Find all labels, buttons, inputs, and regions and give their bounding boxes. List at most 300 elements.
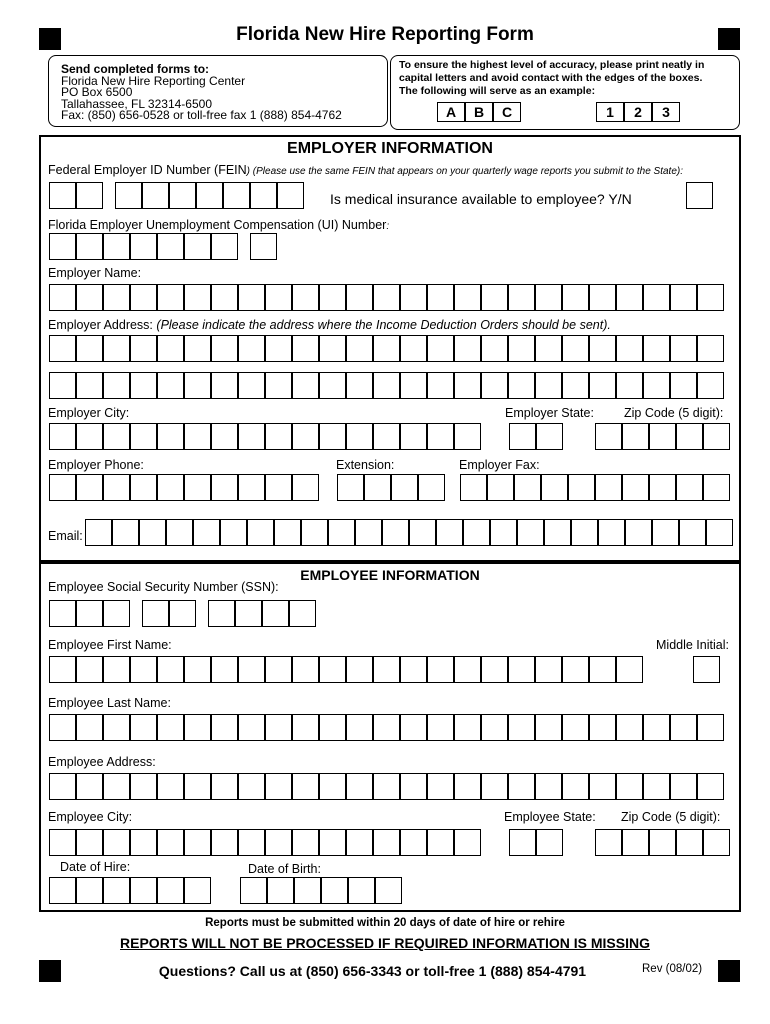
char-box[interactable] <box>652 519 679 546</box>
char-box[interactable] <box>76 656 103 683</box>
char-box[interactable] <box>355 519 382 546</box>
char-box[interactable] <box>535 656 562 683</box>
char-box[interactable] <box>142 182 169 209</box>
employee-city-boxes[interactable] <box>49 829 481 856</box>
char-box[interactable] <box>103 474 130 501</box>
char-box[interactable] <box>211 829 238 856</box>
char-box[interactable] <box>277 182 304 209</box>
char-box[interactable] <box>319 423 346 450</box>
char-box[interactable] <box>139 519 166 546</box>
char-box[interactable] <box>454 335 481 362</box>
char-box[interactable] <box>211 773 238 800</box>
char-box[interactable] <box>562 335 589 362</box>
char-box[interactable] <box>319 284 346 311</box>
char-box[interactable] <box>238 714 265 741</box>
char-box[interactable] <box>460 474 487 501</box>
char-box[interactable] <box>103 877 130 904</box>
char-box[interactable] <box>514 474 541 501</box>
char-box[interactable] <box>292 284 319 311</box>
char-box[interactable] <box>703 474 730 501</box>
char-box[interactable] <box>112 519 139 546</box>
char-box[interactable] <box>319 372 346 399</box>
char-box[interactable] <box>508 656 535 683</box>
last-name-boxes[interactable] <box>49 714 724 741</box>
char-box[interactable] <box>346 656 373 683</box>
char-box[interactable] <box>508 714 535 741</box>
char-box[interactable] <box>292 773 319 800</box>
char-box[interactable] <box>679 519 706 546</box>
char-box[interactable] <box>211 474 238 501</box>
employer-zip-boxes[interactable] <box>595 423 730 450</box>
char-box[interactable] <box>157 372 184 399</box>
char-box[interactable] <box>562 284 589 311</box>
char-box[interactable] <box>676 829 703 856</box>
char-box[interactable] <box>184 233 211 260</box>
char-box[interactable] <box>643 284 670 311</box>
char-box[interactable] <box>535 714 562 741</box>
char-box[interactable] <box>481 773 508 800</box>
char-box[interactable] <box>427 829 454 856</box>
char-box[interactable] <box>616 284 643 311</box>
char-box[interactable] <box>265 423 292 450</box>
char-box[interactable] <box>130 773 157 800</box>
char-box[interactable] <box>535 372 562 399</box>
employer-phone-boxes[interactable] <box>49 474 319 501</box>
char-box[interactable] <box>454 423 481 450</box>
char-box[interactable] <box>211 233 238 260</box>
char-box[interactable] <box>265 829 292 856</box>
char-box[interactable] <box>508 773 535 800</box>
char-box[interactable] <box>346 372 373 399</box>
char-box[interactable] <box>250 233 277 260</box>
char-box[interactable] <box>184 656 211 683</box>
char-box[interactable] <box>643 714 670 741</box>
char-box[interactable] <box>76 233 103 260</box>
char-box[interactable] <box>541 474 568 501</box>
char-box[interactable] <box>562 773 589 800</box>
char-box[interactable] <box>267 877 294 904</box>
char-box[interactable] <box>535 284 562 311</box>
char-box[interactable] <box>622 829 649 856</box>
employee-zip-boxes[interactable] <box>595 829 730 856</box>
char-box[interactable] <box>616 372 643 399</box>
char-box[interactable] <box>536 423 563 450</box>
char-box[interactable] <box>49 284 76 311</box>
char-box[interactable] <box>103 600 130 627</box>
ui-number-boxes[interactable] <box>49 233 277 260</box>
char-box[interactable] <box>184 423 211 450</box>
char-box[interactable] <box>703 829 730 856</box>
char-box[interactable] <box>616 335 643 362</box>
char-box[interactable] <box>49 182 76 209</box>
char-box[interactable] <box>115 182 142 209</box>
date-of-birth-boxes[interactable] <box>240 877 402 904</box>
char-box[interactable] <box>589 656 616 683</box>
employer-state-boxes[interactable] <box>509 423 563 450</box>
insurance-box[interactable] <box>686 182 713 209</box>
char-box[interactable] <box>247 519 274 546</box>
char-box[interactable] <box>693 656 720 683</box>
char-box[interactable] <box>427 773 454 800</box>
char-box[interactable] <box>76 284 103 311</box>
char-box[interactable] <box>292 372 319 399</box>
char-box[interactable] <box>130 335 157 362</box>
char-box[interactable] <box>49 372 76 399</box>
char-box[interactable] <box>103 714 130 741</box>
char-box[interactable] <box>184 335 211 362</box>
char-box[interactable] <box>589 335 616 362</box>
char-box[interactable] <box>454 284 481 311</box>
char-box[interactable] <box>686 182 713 209</box>
char-box[interactable] <box>157 335 184 362</box>
char-box[interactable] <box>85 519 112 546</box>
char-box[interactable] <box>697 372 724 399</box>
char-box[interactable] <box>589 773 616 800</box>
char-box[interactable] <box>130 829 157 856</box>
char-box[interactable] <box>103 372 130 399</box>
char-box[interactable] <box>289 600 316 627</box>
char-box[interactable] <box>157 877 184 904</box>
char-box[interactable] <box>208 600 235 627</box>
char-box[interactable] <box>589 372 616 399</box>
char-box[interactable] <box>400 335 427 362</box>
char-box[interactable] <box>622 474 649 501</box>
char-box[interactable] <box>157 284 184 311</box>
char-box[interactable] <box>319 829 346 856</box>
char-box[interactable] <box>103 284 130 311</box>
char-box[interactable] <box>346 284 373 311</box>
char-box[interactable] <box>535 773 562 800</box>
char-box[interactable] <box>508 284 535 311</box>
char-box[interactable] <box>103 829 130 856</box>
char-box[interactable] <box>184 829 211 856</box>
extension-boxes[interactable] <box>337 474 445 501</box>
char-box[interactable] <box>463 519 490 546</box>
char-box[interactable] <box>103 233 130 260</box>
char-box[interactable] <box>169 182 196 209</box>
char-box[interactable] <box>130 284 157 311</box>
char-box[interactable] <box>130 877 157 904</box>
char-box[interactable] <box>328 519 355 546</box>
char-box[interactable] <box>706 519 733 546</box>
char-box[interactable] <box>211 284 238 311</box>
char-box[interactable] <box>568 474 595 501</box>
char-box[interactable] <box>400 714 427 741</box>
char-box[interactable] <box>670 773 697 800</box>
char-box[interactable] <box>211 335 238 362</box>
char-box[interactable] <box>454 773 481 800</box>
employer-address-line1-boxes[interactable] <box>49 335 724 362</box>
char-box[interactable] <box>76 600 103 627</box>
char-box[interactable] <box>595 474 622 501</box>
char-box[interactable] <box>130 372 157 399</box>
char-box[interactable] <box>481 372 508 399</box>
char-box[interactable] <box>76 372 103 399</box>
char-box[interactable] <box>649 829 676 856</box>
char-box[interactable] <box>265 656 292 683</box>
char-box[interactable] <box>103 423 130 450</box>
char-box[interactable] <box>49 233 76 260</box>
char-box[interactable] <box>697 714 724 741</box>
char-box[interactable] <box>49 773 76 800</box>
char-box[interactable] <box>265 372 292 399</box>
char-box[interactable] <box>49 829 76 856</box>
employee-address-boxes[interactable] <box>49 773 724 800</box>
char-box[interactable] <box>211 423 238 450</box>
char-box[interactable] <box>76 474 103 501</box>
char-box[interactable] <box>166 519 193 546</box>
char-box[interactable] <box>571 519 598 546</box>
char-box[interactable] <box>517 519 544 546</box>
char-box[interactable] <box>373 773 400 800</box>
char-box[interactable] <box>697 335 724 362</box>
char-box[interactable] <box>184 773 211 800</box>
char-box[interactable] <box>265 335 292 362</box>
char-box[interactable] <box>103 773 130 800</box>
char-box[interactable] <box>536 829 563 856</box>
char-box[interactable] <box>238 773 265 800</box>
char-box[interactable] <box>184 877 211 904</box>
char-box[interactable] <box>76 773 103 800</box>
char-box[interactable] <box>238 829 265 856</box>
char-box[interactable] <box>238 335 265 362</box>
char-box[interactable] <box>490 519 517 546</box>
char-box[interactable] <box>157 423 184 450</box>
char-box[interactable] <box>643 372 670 399</box>
char-box[interactable] <box>595 423 622 450</box>
char-box[interactable] <box>454 372 481 399</box>
char-box[interactable] <box>211 656 238 683</box>
char-box[interactable] <box>319 773 346 800</box>
char-box[interactable] <box>508 372 535 399</box>
char-box[interactable] <box>481 284 508 311</box>
char-box[interactable] <box>454 656 481 683</box>
char-box[interactable] <box>346 714 373 741</box>
char-box[interactable] <box>238 284 265 311</box>
char-box[interactable] <box>238 423 265 450</box>
char-box[interactable] <box>418 474 445 501</box>
char-box[interactable] <box>319 656 346 683</box>
char-box[interactable] <box>265 714 292 741</box>
char-box[interactable] <box>76 714 103 741</box>
char-box[interactable] <box>427 335 454 362</box>
char-box[interactable] <box>157 829 184 856</box>
char-box[interactable] <box>373 335 400 362</box>
char-box[interactable] <box>509 423 536 450</box>
char-box[interactable] <box>676 474 703 501</box>
char-box[interactable] <box>130 656 157 683</box>
char-box[interactable] <box>265 284 292 311</box>
char-box[interactable] <box>676 423 703 450</box>
char-box[interactable] <box>49 423 76 450</box>
char-box[interactable] <box>535 335 562 362</box>
char-box[interactable] <box>103 335 130 362</box>
char-box[interactable] <box>157 714 184 741</box>
char-box[interactable] <box>238 474 265 501</box>
employer-fax-boxes[interactable] <box>460 474 730 501</box>
char-box[interactable] <box>184 284 211 311</box>
char-box[interactable] <box>337 474 364 501</box>
middle-initial-box[interactable] <box>693 656 720 683</box>
char-box[interactable] <box>346 423 373 450</box>
char-box[interactable] <box>625 519 652 546</box>
char-box[interactable] <box>375 877 402 904</box>
char-box[interactable] <box>130 233 157 260</box>
char-box[interactable] <box>454 829 481 856</box>
char-box[interactable] <box>292 423 319 450</box>
char-box[interactable] <box>643 773 670 800</box>
char-box[interactable] <box>427 372 454 399</box>
char-box[interactable] <box>481 335 508 362</box>
char-box[interactable] <box>292 335 319 362</box>
char-box[interactable] <box>562 372 589 399</box>
char-box[interactable] <box>373 656 400 683</box>
char-box[interactable] <box>409 519 436 546</box>
char-box[interactable] <box>223 182 250 209</box>
char-box[interactable] <box>103 656 130 683</box>
first-name-boxes[interactable] <box>49 656 643 683</box>
char-box[interactable] <box>487 474 514 501</box>
char-box[interactable] <box>240 877 267 904</box>
char-box[interactable] <box>142 600 169 627</box>
char-box[interactable] <box>427 714 454 741</box>
char-box[interactable] <box>292 474 319 501</box>
char-box[interactable] <box>292 656 319 683</box>
char-box[interactable] <box>294 877 321 904</box>
char-box[interactable] <box>184 474 211 501</box>
char-box[interactable] <box>184 372 211 399</box>
employer-address-line2-boxes[interactable] <box>49 372 724 399</box>
char-box[interactable] <box>211 372 238 399</box>
char-box[interactable] <box>400 284 427 311</box>
char-box[interactable] <box>400 372 427 399</box>
char-box[interactable] <box>589 714 616 741</box>
char-box[interactable] <box>169 600 196 627</box>
char-box[interactable] <box>598 519 625 546</box>
char-box[interactable] <box>346 773 373 800</box>
char-box[interactable] <box>49 474 76 501</box>
char-box[interactable] <box>373 372 400 399</box>
char-box[interactable] <box>49 656 76 683</box>
char-box[interactable] <box>373 284 400 311</box>
char-box[interactable] <box>265 474 292 501</box>
char-box[interactable] <box>76 182 103 209</box>
date-of-hire-boxes[interactable] <box>49 877 211 904</box>
char-box[interactable] <box>427 284 454 311</box>
ssn-boxes[interactable] <box>49 600 316 627</box>
char-box[interactable] <box>274 519 301 546</box>
char-box[interactable] <box>184 714 211 741</box>
char-box[interactable] <box>49 714 76 741</box>
char-box[interactable] <box>481 714 508 741</box>
char-box[interactable] <box>427 423 454 450</box>
char-box[interactable] <box>76 829 103 856</box>
char-box[interactable] <box>76 877 103 904</box>
char-box[interactable] <box>292 714 319 741</box>
char-box[interactable] <box>319 714 346 741</box>
char-box[interactable] <box>373 829 400 856</box>
char-box[interactable] <box>382 519 409 546</box>
employer-city-boxes[interactable] <box>49 423 481 450</box>
char-box[interactable] <box>373 714 400 741</box>
char-box[interactable] <box>346 335 373 362</box>
char-box[interactable] <box>427 656 454 683</box>
char-box[interactable] <box>196 182 223 209</box>
char-box[interactable] <box>649 474 676 501</box>
char-box[interactable] <box>301 519 328 546</box>
char-box[interactable] <box>235 600 262 627</box>
char-box[interactable] <box>292 829 319 856</box>
char-box[interactable] <box>238 656 265 683</box>
char-box[interactable] <box>250 182 277 209</box>
char-box[interactable] <box>157 773 184 800</box>
char-box[interactable] <box>616 656 643 683</box>
char-box[interactable] <box>373 423 400 450</box>
char-box[interactable] <box>348 877 375 904</box>
char-box[interactable] <box>130 474 157 501</box>
char-box[interactable] <box>400 423 427 450</box>
employer-name-boxes[interactable] <box>49 284 724 311</box>
employee-state-boxes[interactable] <box>509 829 563 856</box>
char-box[interactable] <box>544 519 571 546</box>
char-box[interactable] <box>622 423 649 450</box>
char-box[interactable] <box>211 714 238 741</box>
char-box[interactable] <box>481 656 508 683</box>
char-box[interactable] <box>697 284 724 311</box>
char-box[interactable] <box>670 372 697 399</box>
char-box[interactable] <box>436 519 463 546</box>
char-box[interactable] <box>643 335 670 362</box>
char-box[interactable] <box>509 829 536 856</box>
char-box[interactable] <box>589 284 616 311</box>
char-box[interactable] <box>321 877 348 904</box>
char-box[interactable] <box>49 877 76 904</box>
char-box[interactable] <box>319 335 346 362</box>
char-box[interactable] <box>562 714 589 741</box>
char-box[interactable] <box>49 600 76 627</box>
char-box[interactable] <box>454 714 481 741</box>
char-box[interactable] <box>364 474 391 501</box>
email-boxes[interactable] <box>85 519 733 546</box>
char-box[interactable] <box>193 519 220 546</box>
char-box[interactable] <box>49 335 76 362</box>
char-box[interactable] <box>130 423 157 450</box>
char-box[interactable] <box>508 335 535 362</box>
char-box[interactable] <box>76 423 103 450</box>
char-box[interactable] <box>265 773 292 800</box>
char-box[interactable] <box>346 829 373 856</box>
char-box[interactable] <box>220 519 247 546</box>
char-box[interactable] <box>670 335 697 362</box>
char-box[interactable] <box>616 714 643 741</box>
char-box[interactable] <box>262 600 289 627</box>
fein-boxes[interactable] <box>49 182 304 209</box>
char-box[interactable] <box>670 284 697 311</box>
char-box[interactable] <box>697 773 724 800</box>
char-box[interactable] <box>649 423 676 450</box>
char-box[interactable] <box>562 656 589 683</box>
char-box[interactable] <box>670 714 697 741</box>
char-box[interactable] <box>400 656 427 683</box>
char-box[interactable] <box>391 474 418 501</box>
char-box[interactable] <box>157 474 184 501</box>
char-box[interactable] <box>616 773 643 800</box>
char-box[interactable] <box>130 714 157 741</box>
char-box[interactable] <box>595 829 622 856</box>
char-box[interactable] <box>157 233 184 260</box>
char-box[interactable] <box>238 372 265 399</box>
char-box[interactable] <box>400 773 427 800</box>
